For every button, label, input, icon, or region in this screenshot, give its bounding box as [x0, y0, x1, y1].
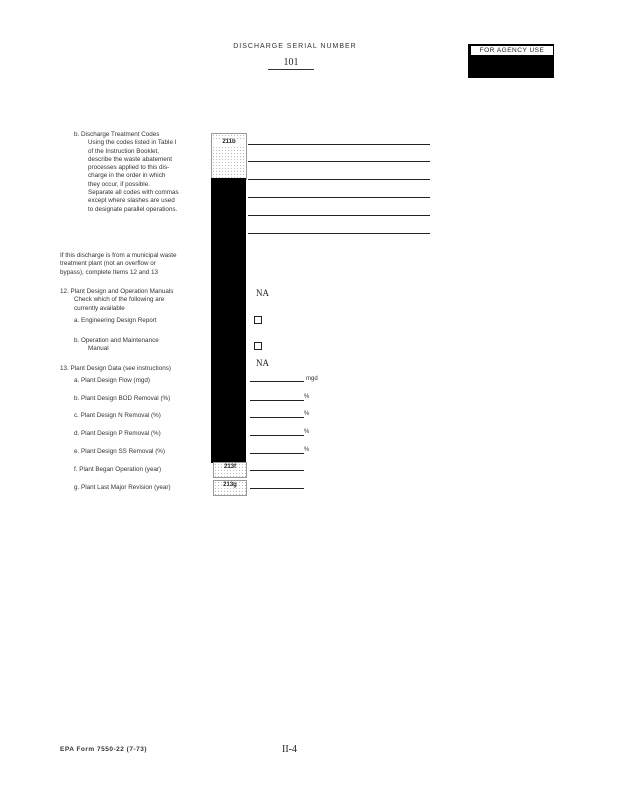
- item-b-line: processes applied to this dis-: [88, 164, 170, 172]
- item-b-instructions: [74, 139, 206, 214]
- item-13f-label: f. Plant Began Operation (year): [74, 466, 162, 473]
- item-13c-label: c. Plant Design N Removal (%): [74, 412, 161, 419]
- treatment-code-line[interactable]: [248, 233, 430, 234]
- municipal-note-line: bypass), complete Items 12 and 13: [60, 268, 159, 276]
- item-b-line: Using the codes listed in Table I: [88, 139, 177, 147]
- item-b-line: to designate parallel operations.: [88, 205, 178, 213]
- item-12b-line: b. Operation and Maintenance: [74, 337, 159, 344]
- item-13a-label: a. Plant Design Flow (mgd): [74, 377, 150, 384]
- item-13d-label: d. Plant Design P Removal (%): [74, 430, 161, 437]
- item-13e-unit: %: [304, 447, 310, 453]
- began-operation-field[interactable]: [250, 470, 304, 471]
- engineering-design-report-checkbox[interactable]: [254, 316, 262, 324]
- item-12-title: 12. Plant Design and Operation Manuals: [60, 288, 174, 295]
- agency-use-label: FOR AGENCY USE: [470, 45, 554, 56]
- form-number: EPA Form 7550-22 (7-73): [60, 746, 148, 753]
- discharge-serial-number-label: DISCHARGE SERIAL NUMBER: [233, 43, 357, 50]
- item-12-na: NA: [256, 288, 269, 298]
- item-13-na: NA: [256, 358, 269, 368]
- operation-maintenance-manual-checkbox[interactable]: [254, 342, 262, 350]
- item-13-title: 13. Plant Design Data (see instructions): [60, 365, 171, 372]
- item-b-line: they occur, if possible.: [88, 180, 150, 188]
- page-number: II-4: [282, 744, 297, 755]
- code-213g-cell: 213g: [213, 480, 247, 496]
- municipal-note-line: treatment plant (not an overflow or: [60, 260, 156, 268]
- treatment-code-line[interactable]: [248, 215, 430, 216]
- item-b-line: charge in the order in which: [88, 172, 166, 180]
- item-12a-label: a. Engineering Design Report: [74, 317, 157, 324]
- item-12b-line: Manual: [88, 345, 109, 353]
- item-13e-label: e. Plant Design SS Removal (%): [74, 448, 165, 455]
- item-13c-unit: %: [304, 411, 310, 417]
- bod-removal-field[interactable]: [250, 400, 304, 401]
- last-revision-field[interactable]: [250, 488, 304, 489]
- code-213f-cell: 213f: [213, 462, 247, 478]
- redaction-bar: [211, 178, 246, 463]
- item-13b-label: b. Plant Design BOD Removal (%): [74, 395, 171, 402]
- treatment-code-line[interactable]: [248, 197, 430, 198]
- item-13d-unit: %: [304, 429, 310, 435]
- item-13g-label: g. Plant Last Major Revision (year): [74, 484, 171, 491]
- item-b-block: [74, 131, 206, 214]
- item-12-line: currently available: [74, 304, 125, 312]
- ss-removal-field[interactable]: [250, 453, 304, 454]
- treatment-code-line[interactable]: [248, 144, 430, 145]
- code-211b-label: 211b: [212, 139, 246, 145]
- item-b-title: b. Discharge Treatment Codes: [74, 131, 160, 138]
- item-b-line: except where slashes are used: [88, 197, 175, 205]
- code-211b-cell: [211, 133, 247, 180]
- item-12b-label: [74, 337, 159, 354]
- item-13b-unit: %: [304, 394, 310, 400]
- item-12-instructions: [60, 296, 210, 313]
- discharge-serial-number-value: 101: [268, 57, 314, 70]
- design-flow-field[interactable]: [250, 381, 304, 382]
- treatment-code-line[interactable]: [248, 161, 430, 162]
- p-removal-field[interactable]: [250, 435, 304, 436]
- item-b-line: Separate all codes with commas: [88, 189, 179, 197]
- municipal-note: [60, 252, 210, 277]
- item-b-line: describe the waste abatement: [88, 155, 173, 163]
- n-removal-field[interactable]: [250, 417, 304, 418]
- item-13a-unit: mgd: [306, 376, 318, 382]
- treatment-code-line[interactable]: [248, 179, 430, 180]
- municipal-note-line: If this discharge is from a municipal waste: [60, 252, 177, 259]
- item-12-block: [60, 288, 210, 313]
- item-b-line: of the Instruction Booklet,: [88, 147, 160, 155]
- item-12-line: Check which of the following are: [74, 296, 165, 304]
